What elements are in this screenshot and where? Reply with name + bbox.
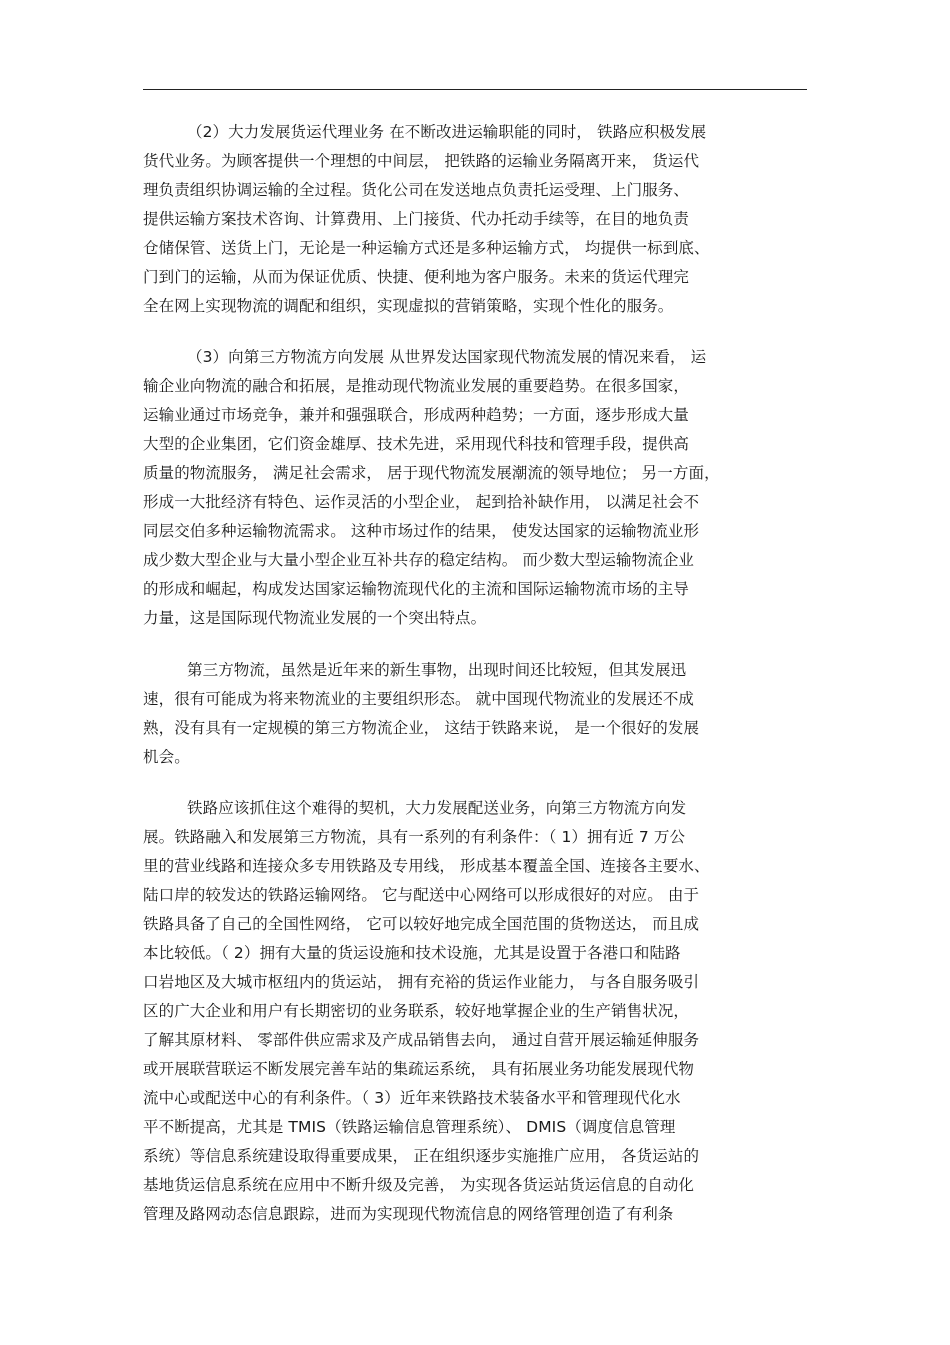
text-line: 了解其原材料、 零部件供应需求及产成品销售去向， 通过自营开展运输延伸服务 bbox=[143, 1031, 700, 1049]
text-line: 速，很有可能成为将来物流业的主要组织形态。 就中国现代物流业的发展还不成 bbox=[143, 690, 695, 708]
text-line: 或开展联营联运不断发展完善车站的集疏运系统， 具有拓展业务功能发展现代物 bbox=[143, 1060, 695, 1078]
text-line: 形成一大批经济有特色、运作灵活的小型企业， 起到拾补缺作用， 以满足社会不 bbox=[143, 493, 700, 511]
text-line: 力量，这是国际现代物流业发展的一个突出特点。 bbox=[143, 609, 487, 627]
text-line: 陆口岸的较发达的铁路运输网络。 它与配送中心网络可以形成很好的对应。 由于 bbox=[143, 886, 700, 904]
text-line: 口岩地区及大城市枢纽内的货运站， 拥有充裕的货运作业能力， 与各自服务吸引 bbox=[143, 973, 700, 991]
paragraph-third-party-logistics-opportunity bbox=[143, 656, 807, 772]
text-line: 大型的企业集团，它们资金雄厚、技术先进，采用现代科技和管理手段，提供高 bbox=[143, 435, 690, 453]
paragraph-third-party-logistics-direction bbox=[143, 343, 807, 633]
text-line: 提供运输方案技术咨询、计算费用、上门接货、代办托动手续等，在目的地负责 bbox=[143, 210, 690, 228]
text-line: 流中心或配送中心的有利条件。（ 3）近年来铁路技术装备水平和管理现代化水 bbox=[143, 1089, 681, 1107]
text-line: 系统）等信息系统建设取得重要成果， 正在组织逐步实施推广应用， 各货运站的 bbox=[143, 1147, 700, 1165]
text-line: 全在网上实现物流的调配和组织，实现虚拟的营销策略，实现个性化的服务。 bbox=[143, 297, 674, 315]
text-line: 理负责组织协调运输的全过程。货化公司在发送地点负责托运受理、上门服务、 bbox=[143, 181, 690, 199]
text-line: 的形成和崛起，构成发达国家运输物流现代化的主流和国际运输物流市场的主导 bbox=[143, 580, 690, 598]
text-line: 货代业务。为顾客提供一个理想的中间层， 把铁路的运输业务隔离开来， 货运代 bbox=[143, 152, 700, 170]
text-line: 同层交伯多种运输物流需求。 这种市场过作的结果， 使发达国家的运输物流业形 bbox=[143, 522, 700, 540]
text-line: 铁路应该抓住这个难得的契机，大力发展配送业务，向第三方物流方向发 bbox=[187, 799, 687, 817]
paragraph-freight-agency bbox=[143, 118, 807, 321]
text-line: 成少数大型企业与大量小型企业互补共存的稳定结构。 而少数大型运输物流企业 bbox=[143, 551, 695, 569]
text-line: 基地货运信息系统在应用中不断升级及完善， 为实现各货运站货运信息的自动化 bbox=[143, 1176, 695, 1194]
text-line: 仓储保管、送货上门，无论是一种运输方式还是多种运输方式， 均提供一标到底、 bbox=[143, 239, 710, 257]
text-line: （3）向第三方物流方向发展 从世界发达国家现代物流发展的情况来看， 运 bbox=[187, 348, 707, 366]
text-line: 区的广大企业和用户有长期密切的业务联系，较好地掌握企业的生产销售状况， bbox=[143, 1002, 690, 1020]
text-line: 熟，没有具有一定规模的第三方物流企业， 这结于铁路来说， 是一个很好的发展 bbox=[143, 719, 700, 737]
text-line: 输企业向物流的融合和拓展，是推动现代物流业发展的重要趋势。在很多国家， bbox=[143, 377, 690, 395]
paragraph-railway-advantages bbox=[143, 794, 807, 1229]
text-line: 管理及路网动态信息跟踪，进而为实现现代物流信息的网络管理创造了有利条 bbox=[143, 1205, 674, 1223]
text-line: 机会。 bbox=[143, 748, 190, 766]
text-line: 第三方物流，虽然是近年来的新生事物，出现时间还比较短，但其发展迅 bbox=[187, 661, 687, 679]
text-line: 平不断提高，尤其是 TMIS（铁路运输信息管理系统）、 DMIS（调度信息管理 bbox=[143, 1118, 676, 1136]
text-line: 铁路具备了自己的全国性网络， 它可以较好地完成全国范围的货物送达， 而且成 bbox=[143, 915, 700, 933]
text-line: 质量的物流服务， 满足社会需求， 居于现代物流发展潮流的领导地位； 另一方面， bbox=[143, 464, 720, 482]
text-line: （2）大力发展货运代理业务 在不断改进运输职能的同时， 铁路应积极发展 bbox=[187, 123, 707, 141]
text-line: 运输业通过市场竞争，兼并和强强联合，形成两种趋势；一方面，逐步形成大量 bbox=[143, 406, 690, 424]
header-rule bbox=[143, 89, 807, 90]
text-line: 里的营业线路和连接众多专用铁路及专用线， 形成基本覆盖全国、连接各主要水、 bbox=[143, 857, 710, 875]
text-line: 门到门的运输，从而为保证优质、快捷、便利地为客户服务。未来的货运代理完 bbox=[143, 268, 690, 286]
text-line: 展。铁路融入和发展第三方物流，具有一系列的有利条件：（ 1）拥有近 7 万公 bbox=[143, 828, 686, 846]
text-line: 本比较低。（ 2）拥有大量的货运设施和技术设施，尤其是设置于各港口和陆路 bbox=[143, 944, 681, 962]
